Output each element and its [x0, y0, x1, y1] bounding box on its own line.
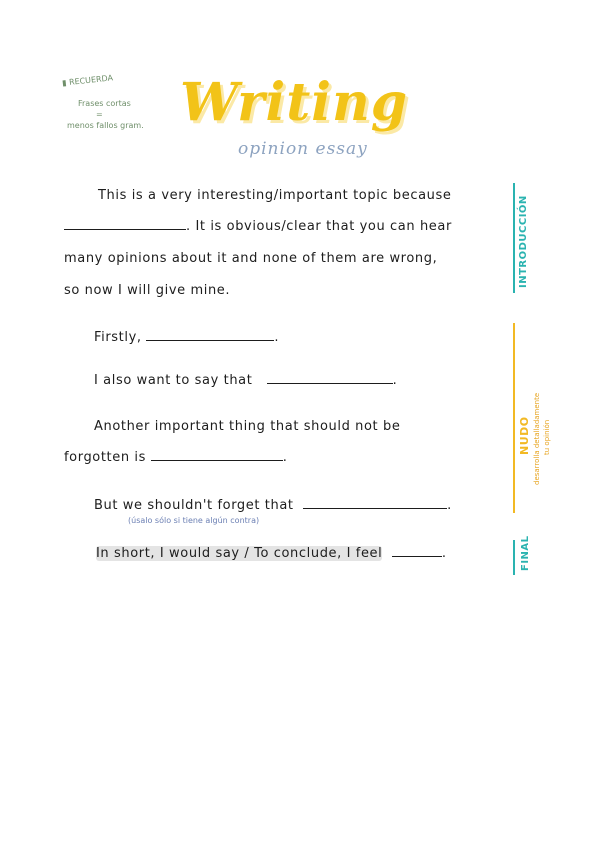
page-subtitle: opinion essay	[238, 139, 368, 159]
conclusion-blank	[392, 546, 442, 557]
firstly-blank	[146, 330, 274, 341]
page-title: Writing	[180, 72, 409, 133]
intro-line-2-text: . It is obvious/clear that you can hear	[186, 219, 452, 234]
nudo-marker-bar	[513, 323, 515, 513]
intro-line-4: so now I will give mine.	[64, 283, 231, 298]
remember-heading	[62, 73, 114, 87]
remember-line1: Frases cortas	[78, 99, 131, 108]
nudo-note-1: desarrolla detalladamente	[533, 392, 541, 485]
but-text: But we shouldn't forget that	[94, 498, 294, 513]
final-marker-bar	[513, 540, 515, 575]
conclusion-line: In short, I would say / To conclude, I feel .	[96, 546, 447, 561]
intro-blank	[64, 219, 186, 230]
intro-marker-bar	[513, 183, 515, 293]
also-text: I also want to say that	[94, 373, 253, 388]
nudo-section-label: NUDO	[518, 416, 531, 455]
intro-line-2	[64, 219, 452, 234]
intro-line-1: This is a very interesting/important topic because	[98, 188, 452, 203]
conclusion-text: In short, I would say / To conclude, I feel	[96, 546, 383, 561]
but-blank	[303, 498, 447, 509]
another-text: forgotten is	[64, 450, 147, 465]
pin-icon: ▮	[61, 78, 67, 88]
intro-section-label: INTRODUCCIÓN	[518, 195, 529, 288]
intro-line-3: many opinions about it and none of them are wrong,	[64, 251, 438, 266]
remember-line3: menos fallos gram.	[67, 121, 144, 130]
remember-line2: =	[96, 110, 103, 119]
but-line: But we shouldn't forget that .	[94, 498, 452, 513]
also-blank	[267, 373, 393, 384]
another-line-2: forgotten is .	[64, 450, 288, 465]
final-section-label: FINAL	[520, 535, 531, 571]
remember-heading-text: RECUERDA	[68, 73, 114, 87]
firstly-line: Firstly, .	[94, 330, 280, 345]
another-blank	[151, 450, 283, 461]
but-hint: (úsalo sólo si tiene algún contra)	[128, 516, 260, 525]
firstly-text: Firstly,	[94, 330, 142, 345]
another-line-1: Another important thing that should not be	[94, 419, 401, 434]
nudo-note-2: tu opinión	[543, 419, 551, 455]
also-line: I also want to say that .	[94, 373, 398, 388]
